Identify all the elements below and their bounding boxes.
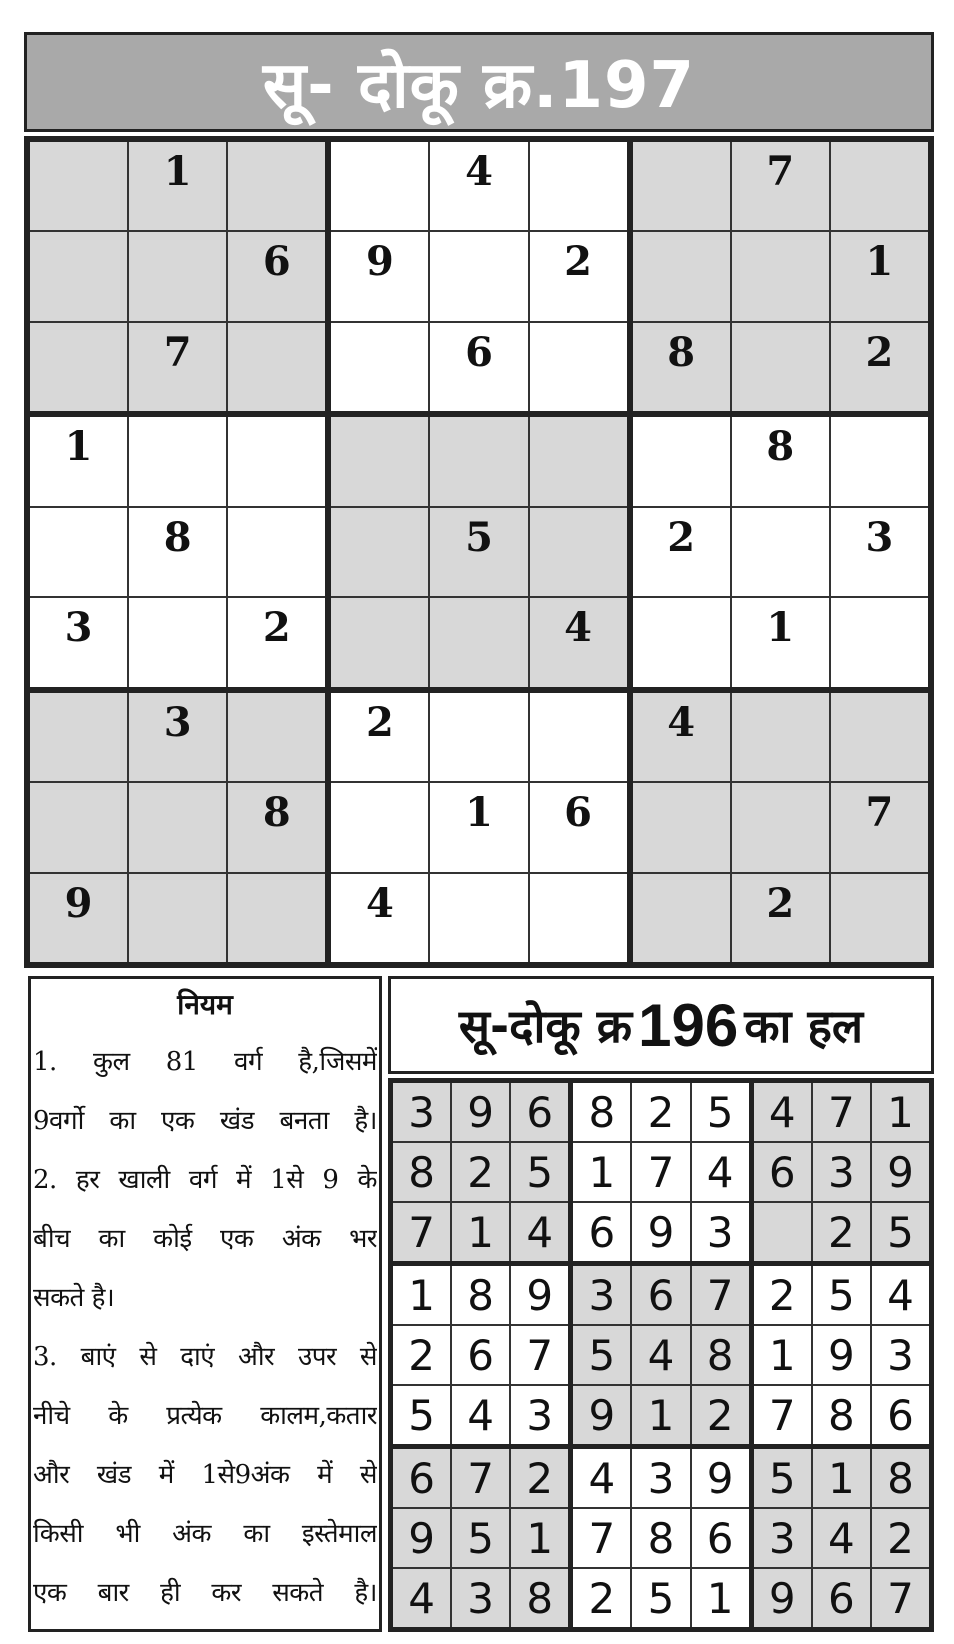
puzzle-cell-r7c2[interactable]: 3	[129, 693, 226, 781]
solution-box	[754, 1266, 929, 1444]
puzzle-cell-r5c4[interactable]	[331, 508, 428, 596]
solution-cell-r8c2: 5	[452, 1509, 509, 1567]
rule-line: एक बार ही कर सकते है।	[33, 1578, 377, 1608]
puzzle-cell-r5c8[interactable]	[732, 508, 829, 596]
solution-cell-r2c8: 3	[813, 1143, 870, 1201]
solution-box	[393, 1083, 568, 1261]
solution-cell-r2c6: 4	[692, 1143, 749, 1201]
solution-cell-r4c1: 1	[393, 1266, 450, 1324]
solution-cell-r2c9: 9	[872, 1143, 929, 1201]
puzzle-cell-r9c4[interactable]: 4	[331, 874, 428, 962]
puzzle-cell-r9c7[interactable]	[633, 874, 730, 962]
puzzle-box	[331, 142, 626, 411]
solution-cell-r9c6: 1	[692, 1569, 749, 1627]
solution-cell-r7c9: 8	[872, 1449, 929, 1507]
puzzle-cell-r8c2[interactable]	[129, 783, 226, 871]
puzzle-cell-r1c2[interactable]: 1	[129, 142, 226, 230]
puzzle-cell-r3c7[interactable]: 8	[633, 323, 730, 411]
solution-title-prefix: सू-दोकू क्र	[458, 999, 633, 1053]
rule-line: और खंड में 1से9अंक में से	[33, 1460, 377, 1490]
puzzle-box	[633, 142, 928, 411]
puzzle-cell-r5c5[interactable]: 5	[430, 508, 527, 596]
puzzle-cell-r7c8[interactable]	[732, 693, 829, 781]
puzzle-cell-r2c5[interactable]	[430, 232, 527, 320]
solution-cell-r3c3: 4	[511, 1203, 568, 1261]
puzzle-cell-r7c6[interactable]	[530, 693, 627, 781]
rule-line: सकते है।	[33, 1283, 115, 1313]
puzzle-cell-r9c1[interactable]: 9	[30, 874, 127, 962]
solution-cell-r1c5: 2	[632, 1083, 689, 1141]
puzzle-cell-r1c8[interactable]: 7	[732, 142, 829, 230]
puzzle-box	[633, 693, 928, 962]
puzzle-cell-r2c6[interactable]: 2	[530, 232, 627, 320]
puzzle-title-bar	[24, 32, 934, 132]
solution-cell-r2c4: 1	[573, 1143, 630, 1201]
solution-cell-r8c9: 2	[872, 1509, 929, 1567]
sudoku-solution-grid	[388, 1078, 934, 1632]
puzzle-cell-r7c9[interactable]	[831, 693, 928, 781]
solution-box	[754, 1449, 929, 1627]
puzzle-cell-r1c4[interactable]	[331, 142, 428, 230]
puzzle-cell-r6c3[interactable]: 2	[228, 598, 325, 686]
puzzle-cell-r4c5[interactable]	[430, 417, 527, 505]
puzzle-cell-r6c8[interactable]: 1	[732, 598, 829, 686]
solution-cell-r9c1: 4	[393, 1569, 450, 1627]
rule-line: 2. हर खाली वर्ग में 1से 9 के	[33, 1165, 377, 1195]
puzzle-cell-r9c6[interactable]	[530, 874, 627, 962]
solution-cell-r1c1: 3	[393, 1083, 450, 1141]
solution-cell-r6c3: 3	[511, 1386, 568, 1444]
puzzle-cell-r3c2[interactable]: 7	[129, 323, 226, 411]
puzzle-cell-r4c6[interactable]	[530, 417, 627, 505]
solution-cell-r7c2: 7	[452, 1449, 509, 1507]
puzzle-cell-r8c9[interactable]: 7	[831, 783, 928, 871]
puzzle-title: सू- दोकू क्र.197	[262, 48, 696, 123]
solution-cell-r4c9: 4	[872, 1266, 929, 1324]
puzzle-cell-r9c8[interactable]: 2	[732, 874, 829, 962]
puzzle-cell-r1c3[interactable]	[228, 142, 325, 230]
solution-cell-r3c4: 6	[573, 1203, 630, 1261]
solution-cell-r4c3: 9	[511, 1266, 568, 1324]
solution-cell-r7c4: 4	[573, 1449, 630, 1507]
solution-cell-r8c6: 6	[692, 1509, 749, 1567]
rule-line: 3. बाएं से दाएं और उपर से	[33, 1342, 377, 1372]
solution-cell-r1c2: 9	[452, 1083, 509, 1141]
solution-cell-r3c2: 1	[452, 1203, 509, 1261]
solution-cell-r8c8: 4	[813, 1509, 870, 1567]
solution-cell-r5c3: 7	[511, 1326, 568, 1384]
solution-cell-r3c8: 2	[813, 1203, 870, 1261]
puzzle-cell-r7c7[interactable]: 4	[633, 693, 730, 781]
puzzle-cell-r3c6[interactable]	[530, 323, 627, 411]
solution-cell-r8c5: 8	[632, 1509, 689, 1567]
solution-cell-r8c4: 7	[573, 1509, 630, 1567]
puzzle-cell-r4c2[interactable]	[129, 417, 226, 505]
rules-panel	[28, 976, 382, 1632]
puzzle-cell-r2c3[interactable]: 6	[228, 232, 325, 320]
solution-cell-r1c3: 6	[511, 1083, 568, 1141]
rule-line: नीचे के प्रत्येक कालम,कतार	[33, 1401, 377, 1431]
puzzle-cell-r7c3[interactable]	[228, 693, 325, 781]
puzzle-cell-r3c1[interactable]	[30, 323, 127, 411]
solution-cell-r7c5: 3	[632, 1449, 689, 1507]
puzzle-cell-r6c9[interactable]	[831, 598, 928, 686]
puzzle-cell-r4c7[interactable]	[633, 417, 730, 505]
puzzle-cell-r5c1[interactable]	[30, 508, 127, 596]
puzzle-box	[633, 417, 928, 686]
solution-cell-r8c7: 3	[754, 1509, 811, 1567]
solution-cell-r6c6: 2	[692, 1386, 749, 1444]
solution-cell-r5c7: 1	[754, 1326, 811, 1384]
puzzle-cell-r1c1[interactable]	[30, 142, 127, 230]
solution-box	[393, 1449, 568, 1627]
solution-cell-r4c7: 2	[754, 1266, 811, 1324]
puzzle-box	[30, 142, 325, 411]
solution-cell-r7c8: 1	[813, 1449, 870, 1507]
puzzle-cell-r5c9[interactable]: 3	[831, 508, 928, 596]
solution-cell-r1c9: 1	[872, 1083, 929, 1141]
puzzle-cell-r5c3[interactable]	[228, 508, 325, 596]
puzzle-cell-r3c4[interactable]	[331, 323, 428, 411]
puzzle-cell-r4c9[interactable]	[831, 417, 928, 505]
puzzle-cell-r6c4[interactable]	[331, 598, 428, 686]
rule-line: किसी भी अंक का इस्तेमाल	[33, 1519, 377, 1549]
rule-line: बीच का कोई एक अंक भर	[33, 1224, 377, 1254]
solution-cell-r1c4: 8	[573, 1083, 630, 1141]
puzzle-cell-r8c1[interactable]	[30, 783, 127, 871]
solution-cell-r8c3: 1	[511, 1509, 568, 1567]
solution-cell-r2c1: 8	[393, 1143, 450, 1201]
solution-cell-r7c6: 9	[692, 1449, 749, 1507]
solution-cell-r9c4: 2	[573, 1569, 630, 1627]
solution-title-number: 196	[638, 991, 739, 1059]
puzzle-cell-r7c4[interactable]: 2	[331, 693, 428, 781]
solution-cell-r2c7: 6	[754, 1143, 811, 1201]
solution-cell-r5c5: 4	[632, 1326, 689, 1384]
puzzle-cell-r6c7[interactable]	[633, 598, 730, 686]
solution-cell-r2c5: 7	[632, 1143, 689, 1201]
puzzle-cell-r3c5[interactable]: 6	[430, 323, 527, 411]
puzzle-cell-r9c2[interactable]	[129, 874, 226, 962]
rules-heading: नियम	[177, 988, 233, 1021]
solution-cell-r9c8: 6	[813, 1569, 870, 1627]
puzzle-cell-r6c1[interactable]: 3	[30, 598, 127, 686]
puzzle-box	[331, 417, 626, 686]
solution-cell-r5c4: 5	[573, 1326, 630, 1384]
puzzle-cell-r1c6[interactable]	[530, 142, 627, 230]
solution-cell-r6c7: 7	[754, 1386, 811, 1444]
solution-cell-r8c1: 9	[393, 1509, 450, 1567]
puzzle-cell-r4c4[interactable]	[331, 417, 428, 505]
solution-cell-r3c9: 5	[872, 1203, 929, 1261]
puzzle-box	[30, 417, 325, 686]
rule-line: 1. कुल 81 वर्ग है,जिसमें	[33, 1047, 377, 1077]
puzzle-cell-r2c9[interactable]: 1	[831, 232, 928, 320]
puzzle-cell-r9c9[interactable]	[831, 874, 928, 962]
solution-cell-r5c1: 2	[393, 1326, 450, 1384]
solution-cell-r2c3: 5	[511, 1143, 568, 1201]
puzzle-cell-r8c5[interactable]: 1	[430, 783, 527, 871]
solution-cell-r5c2: 6	[452, 1326, 509, 1384]
puzzle-cell-r1c5[interactable]: 4	[430, 142, 527, 230]
puzzle-box	[30, 693, 325, 962]
rule-line: 9वर्गो का एक खंड बनता है।	[33, 1106, 377, 1136]
solution-cell-r6c8: 8	[813, 1386, 870, 1444]
solution-cell-r3c1: 7	[393, 1203, 450, 1261]
puzzle-cell-r9c3[interactable]	[228, 874, 325, 962]
solution-cell-r4c4: 3	[573, 1266, 630, 1324]
solution-cell-r9c7: 9	[754, 1569, 811, 1627]
puzzle-cell-r5c2[interactable]: 8	[129, 508, 226, 596]
puzzle-cell-r1c7[interactable]	[633, 142, 730, 230]
puzzle-cell-r8c6[interactable]: 6	[530, 783, 627, 871]
solution-cell-r5c9: 3	[872, 1326, 929, 1384]
solution-cell-r9c2: 3	[452, 1569, 509, 1627]
solution-box	[573, 1266, 748, 1444]
puzzle-cell-r8c8[interactable]	[732, 783, 829, 871]
solution-cell-r4c5: 6	[632, 1266, 689, 1324]
solution-cell-r7c1: 6	[393, 1449, 450, 1507]
solution-cell-r7c3: 2	[511, 1449, 568, 1507]
puzzle-cell-r3c9[interactable]: 2	[831, 323, 928, 411]
puzzle-cell-r1c9[interactable]	[831, 142, 928, 230]
solution-cell-r5c8: 9	[813, 1326, 870, 1384]
puzzle-cell-r5c7[interactable]: 2	[633, 508, 730, 596]
solution-cell-r2c2: 2	[452, 1143, 509, 1201]
solution-box	[393, 1266, 568, 1444]
puzzle-cell-r8c4[interactable]	[331, 783, 428, 871]
solution-cell-r4c2: 8	[452, 1266, 509, 1324]
solution-cell-r9c3: 8	[511, 1569, 568, 1627]
solution-cell-r9c9: 7	[872, 1569, 929, 1627]
puzzle-cell-r4c8[interactable]: 8	[732, 417, 829, 505]
solution-box	[573, 1449, 748, 1627]
solution-cell-r3c5: 9	[632, 1203, 689, 1261]
puzzle-cell-r2c4[interactable]: 9	[331, 232, 428, 320]
solution-cell-r6c4: 9	[573, 1386, 630, 1444]
solution-cell-r1c8: 7	[813, 1083, 870, 1141]
solution-cell-r5c6: 8	[692, 1326, 749, 1384]
solution-box	[754, 1083, 929, 1261]
solution-cell-r1c6: 5	[692, 1083, 749, 1141]
solution-cell-r1c7: 4	[754, 1083, 811, 1141]
solution-box	[573, 1083, 748, 1261]
solution-cell-r7c7: 5	[754, 1449, 811, 1507]
solution-cell-r3c7	[754, 1203, 811, 1261]
puzzle-box	[331, 693, 626, 962]
solution-title	[388, 976, 934, 1074]
solution-cell-r6c1: 5	[393, 1386, 450, 1444]
solution-cell-r4c6: 7	[692, 1266, 749, 1324]
puzzle-cell-r8c3[interactable]: 8	[228, 783, 325, 871]
puzzle-cell-r5c6[interactable]	[530, 508, 627, 596]
solution-cell-r6c2: 4	[452, 1386, 509, 1444]
puzzle-cell-r2c2[interactable]	[129, 232, 226, 320]
puzzle-cell-r7c1[interactable]	[30, 693, 127, 781]
puzzle-cell-r6c6[interactable]: 4	[530, 598, 627, 686]
solution-cell-r9c5: 5	[632, 1569, 689, 1627]
puzzle-cell-r7c5[interactable]	[430, 693, 527, 781]
puzzle-cell-r2c1[interactable]	[30, 232, 127, 320]
solution-cell-r4c8: 5	[813, 1266, 870, 1324]
puzzle-cell-r2c8[interactable]	[732, 232, 829, 320]
puzzle-cell-r6c2[interactable]	[129, 598, 226, 686]
puzzle-cell-r2c7[interactable]	[633, 232, 730, 320]
puzzle-cell-r8c7[interactable]	[633, 783, 730, 871]
puzzle-cell-r9c5[interactable]	[430, 874, 527, 962]
solution-cell-r3c6: 3	[692, 1203, 749, 1261]
solution-cell-r6c9: 6	[872, 1386, 929, 1444]
puzzle-cell-r3c8[interactable]	[732, 323, 829, 411]
puzzle-cell-r4c1[interactable]: 1	[30, 417, 127, 505]
solution-title-suffix: का हल	[744, 999, 864, 1053]
solution-cell-r6c5: 1	[632, 1386, 689, 1444]
puzzle-cell-r6c5[interactable]	[430, 598, 527, 686]
puzzle-cell-r4c3[interactable]	[228, 417, 325, 505]
puzzle-cell-r3c3[interactable]	[228, 323, 325, 411]
sudoku-puzzle-grid	[24, 136, 934, 968]
